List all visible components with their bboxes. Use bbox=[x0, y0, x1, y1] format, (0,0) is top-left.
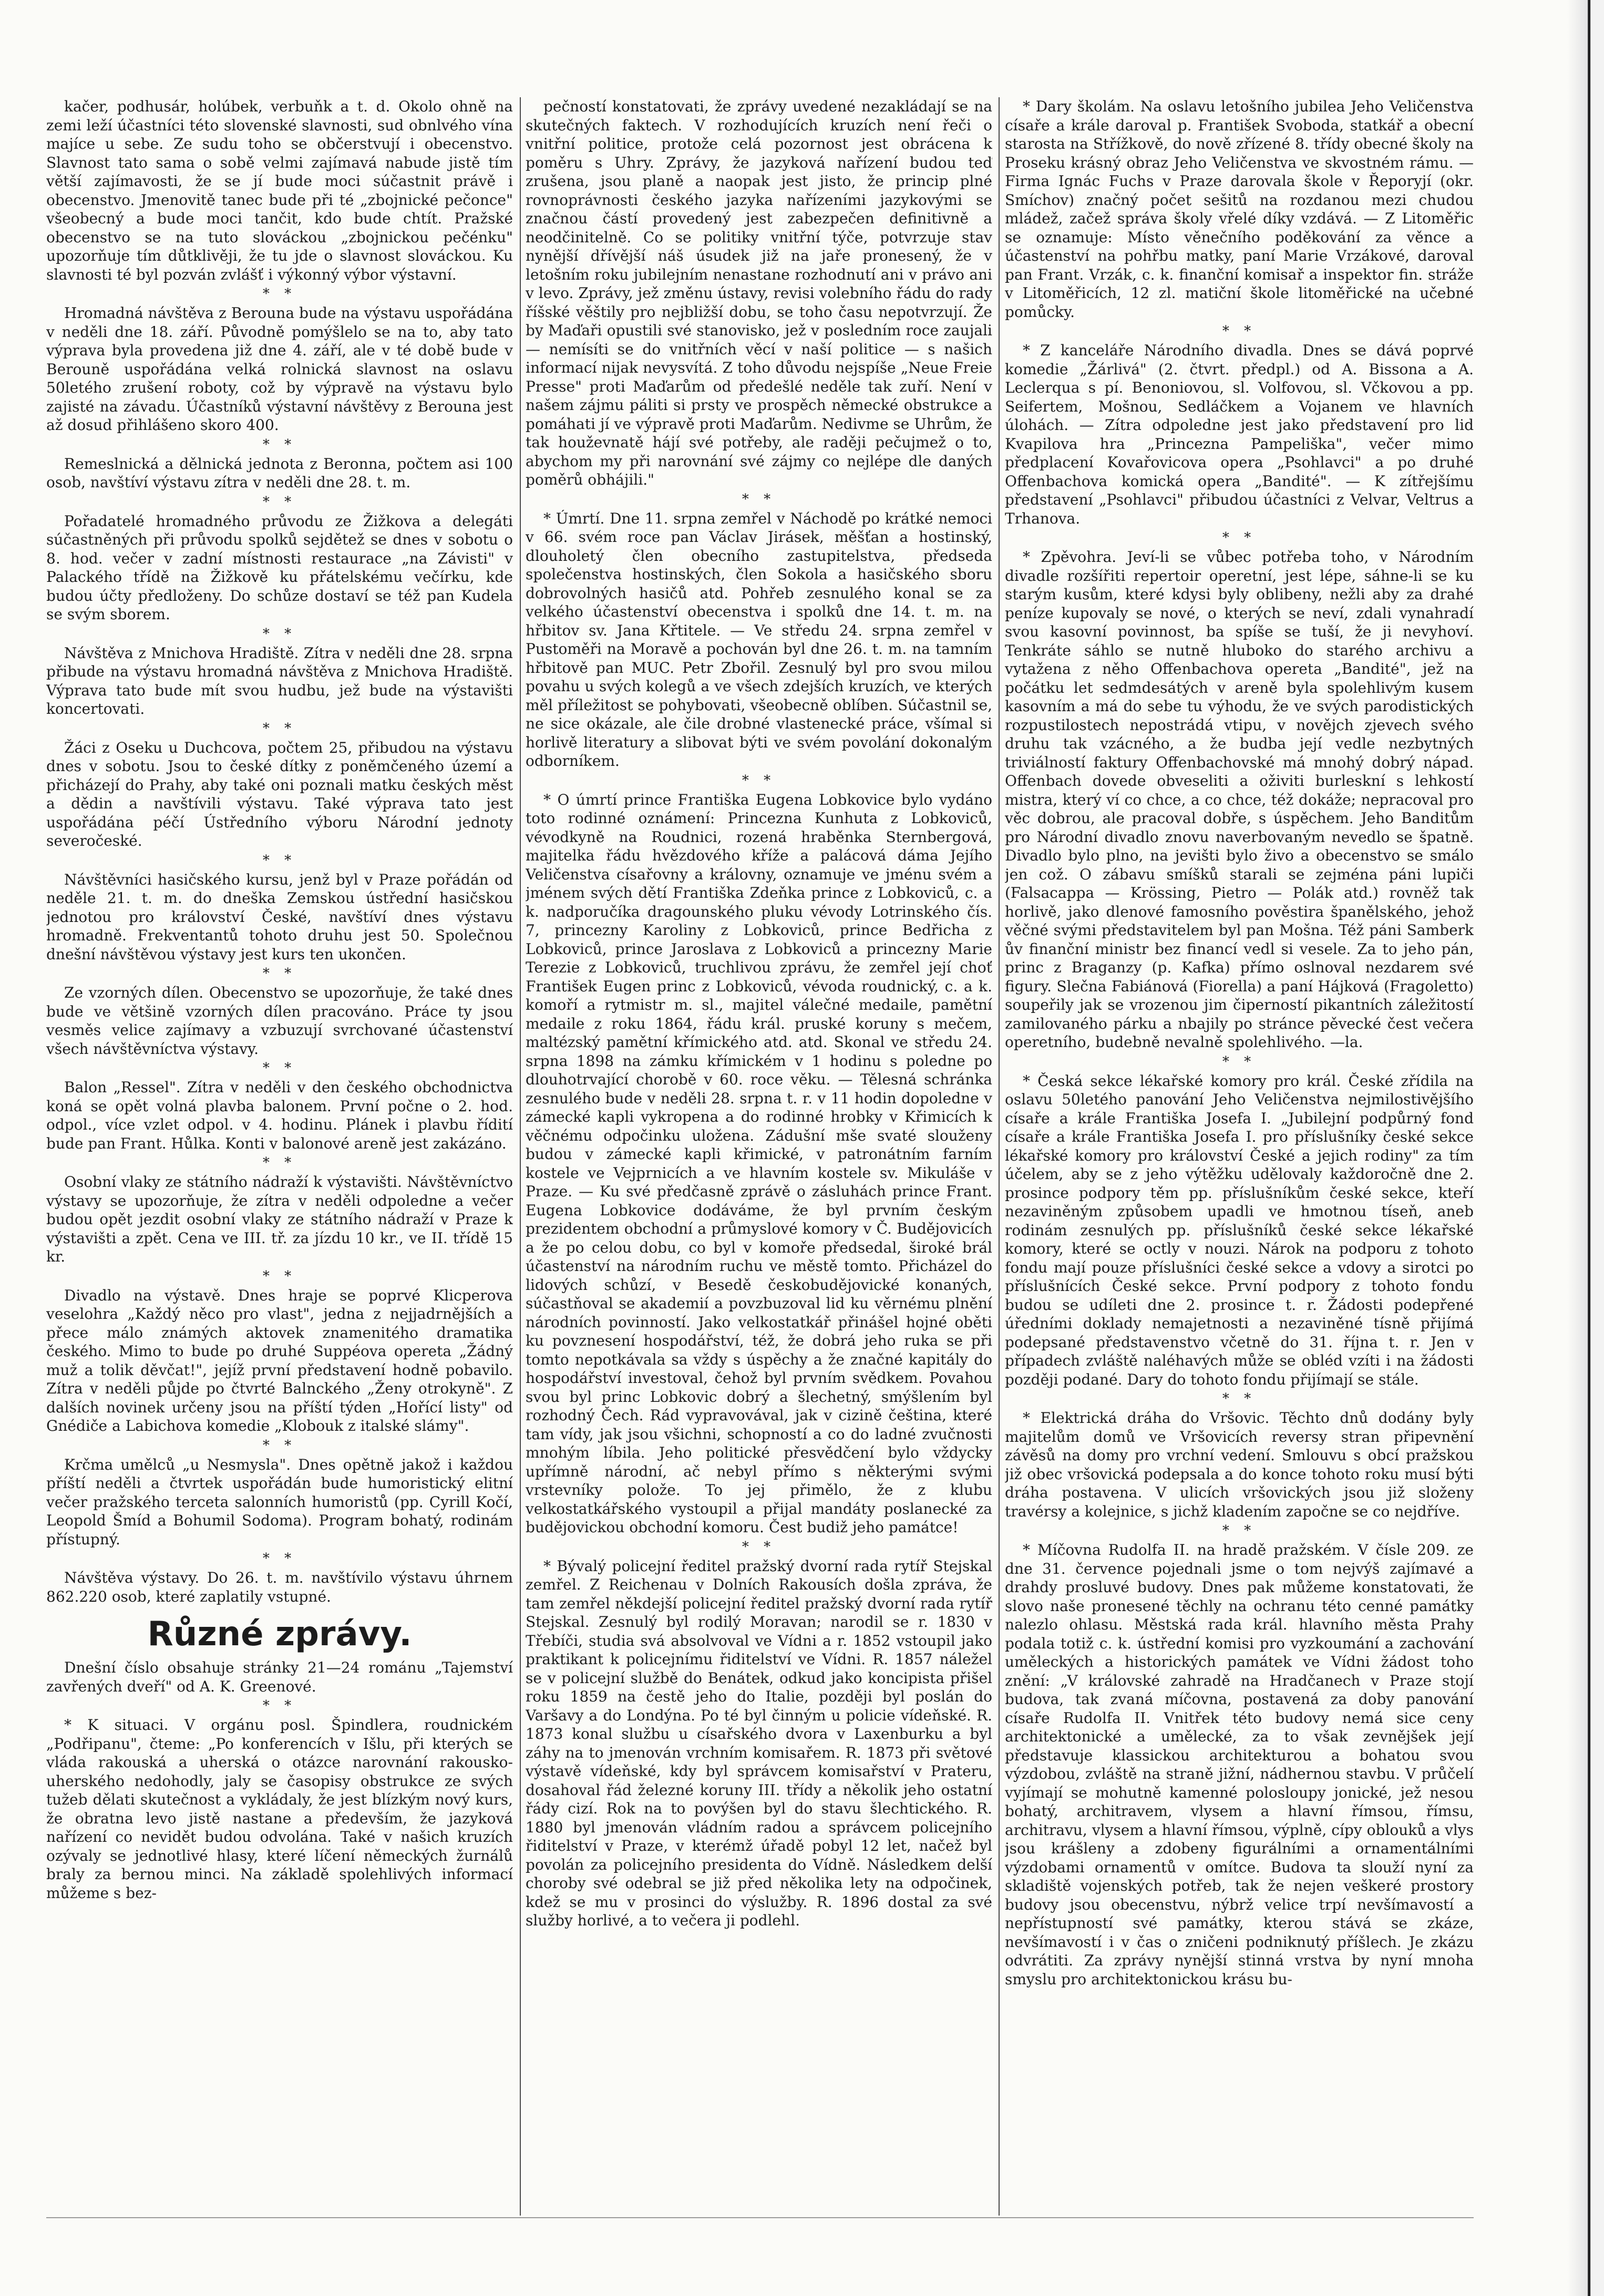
article-separator: * * bbox=[262, 1060, 297, 1076]
article-separator: * * bbox=[742, 1539, 776, 1555]
column-rule-right bbox=[999, 97, 1000, 2216]
article-separator: * * bbox=[262, 626, 297, 642]
article-paragraph: * O úmrtí prince Františka Eugena Lobkovice bylo vydáno toto rodinné oznámení: Princezna Kunhuta z Lobkoviců, vévodkyně na Roudnici, rozená hraběnka Sternbergová, majitelka řádu hvězdového kříže a palácová dáma Jejího Veličenstva císařovny a královny, oznamuje ve jménu svém a jménem svých dětí Františka Zdeňka prince z Lobkoviců, c. a k. nadporučíka dragounského pluku vévody Lotrinského čís. 7, princezny Karoliny z Lobkoviců, prince Bedřicha z Lobkoviců, prince Jaroslava z Lobkoviců a princezny Marie Terezie z Lobkoviců, truchlivou zprávu, že zemřel její choť František Eugen princ z Lobkoviců, vévoda roudnický, c. a k. komoří a rytmistr m. sl., majitel válečné medaile, pamětní medaile z roku 1864, řádu král. pruské koruny s mečem, maltézský pamětní křímického atd. atd. Skonal ve středu 24. srpna 1898 na zámku křímickém v 1 hodinu s poledne po dlouhotrvající chorobě v 60. roce věku. — Tělesná schránka zesnulého bude v neděli 28. srpna t. r. v 11 hodin dopoledne v zámecké kapli vykropena a do rodinné hrobky v Křimicích k věčnému odpočinku uložena. Zádušní mše svaté slouženy budou v zámecké kapli křimické, v patronátním farním kostele ve Vejprnicích a ve hlavním kostele sv. Mikuláše v Praze. — Ku své předčasně zprávě o zásluhách prince Frant. Eugena Lobkovice dodáváme, že byl prvním českým prezidentem obchodní a průmyslové komory v Č. Budějovicích a že po celou dobu, co byl v komoře předsedal, široké brál účastenství na národním ruchu ve městě tomto. Přicházel do lidových schůzí, v Besedě českobudějovické konaných, súčastňoval se akademií a povzbuzoval lid ku věrnému plnění národních povinností. Jako velkostatkář přinášel hojné oběti ku povznesení hospodářství, též, že dobrá jeho ruka se při tomto nepotkávala sa vždy s úspěchy a že značné kapitály do hospodářství investoval, čehož byl prvním svědkem. Povahou svou byl princ Lobkovic dobrý a šlechetný, smýšlením byl rozhodný Čech. Rád vypravovával, jak v cizině čeština, které tam vídy, jak jsou všichni, schopností a co do ladné zvučnosti mnohým líbila. Jeho politické přesvědčení bylo vždycky upřímně národní, ač nebyl přímo s některými svými vrstevníky polože. To jej přimělo, že z klubu velkostatkářského vystoupil a přijal mandáty poslanecké za budějovickou obchodní komoru. Čest budiž jeho památce! bbox=[526, 791, 992, 1536]
article-separator: * * bbox=[262, 1698, 297, 1714]
article-separator: * * bbox=[262, 1551, 297, 1566]
article-separator: * * bbox=[262, 852, 297, 868]
article-paragraph: * Zpěvohra. Jeví-li se vůbec potřeba toho, v Národním divadle rozšířiti repertoir operetní, jest lépe, sáhne-li se ku starým kusům, které kdysi byly oblibeny, nežli aby za drahé peníze kupovaly se nové, o kterých se neví, zdali vynahradí svou kasovní povinnost, ba spíše se tuší, že ji nevyhoví. Tenkráte sáhlo se nutně hluboko do starého archivu a vytažena z něho Offenbachova opereta „Bandité", jež na počátku let sedmdesátých v areně byla spolehlivým kusem kasovním a má do sebe tu výhodu, že ve svých parodistických rozpustilostech nepostrádá vtipu, v novějch zjevech svého druhu tak vzácného, a že budba její vedle nezbytných triviálností faktury Offenbachovské má mnohý dobrý nápad. Offenbach dovede obveseliti a oživiti burleskní s lehkostí mistra, který ví co chce, a co chce, též dokáže; nepracoval pro věc dobrou, ale pracoval dobře, s úspěchem. Jeho Banditům pro Národní divadlo znovu naverbovaným nevedlo se špatně. Divadlo bylo plno, na jevišti bylo živo a obecenstvo se smálo jen což. O zábavu smíšků starali se zejména páni lupiči (Falsacappa — Krössing, Pietro — Polák atd.) rovněž tak horlivě, jako dlenové famosního pověstira španělského, jehož věčné svými představitelem byl pan Mošna. Též páni Samberk ův finanční ministr bez financí vedl si vesele. Za to jeho pán, princ z Braganzy (p. Kafka) přímo oslnoval nezdarem své figury. Slečna Fabiánová (Fiorella) a paní Hájková (Fragoletto) soupeřily jak se vrozenou jim čiperností pikantních záležitostí zamilovaného párku a nbajily po stránce pěvecké čest večera operetního, budebně nevalně spolehlivého. —la. bbox=[1005, 548, 1474, 1051]
article-paragraph: Remeslnická a dělnická jednota z Beronna, počtem asi 100 osob, navštíví výstavu zítra v neděli dne 28. t. m. bbox=[46, 455, 513, 491]
article-paragraph: Návštěvníci hasičského kursu, jenž byl v Praze pořádán od neděle 21. t. m. do dneška Zemskou ústřední hasičskou jednotou pro království České, navštíví dnes výstavu hromadně. Frekventantů tohoto druhu jest 50. Společnou dnešní návštěvou výstavy jest kurs ten ukončen. bbox=[46, 870, 513, 963]
article-paragraph: pečností konstatovati, že zprávy uvedené nezakládají se na skutečných faktech. V rozhodujících kruzích není řeči o vnitřní politice, protože celá pozornost jest obrácena k poměru s Uhry. Zprávy, že jazyková nařízení budou teď zrušena, jsou planě a naopak jest jisto, že princip plné rovnoprávnosti českého jazyka nařízeními jazykovými se značnou částí provedený jest zabezpečen definitivně a neodčinitelně. Co se politiky vnitřní týče, potvrzuje stav nynější dřívější náš úsudek již na jaře pronesený, že v letošním roku jubilejním nenastane rozhodnutí ani v právo ani v levo. Zprávy, jež změnu ústavy, revisi volebního řádu do rady říšské věštily pro nejbližší dobu, se toho času nepotvrzují. Že by Maďaři opustili své stanovisko, jež v posledním roce zaujali — nemísíti se do vnitřních věcí v naší politice — s našich informací nijak nevysvítá. Z toho důvodu nejspíše „Neue Freie Presse" proti Maďarům od předešlé neděle tak zuří. Není v našem zájmu páliti si prsty ve prospěch německé obstrukce a pomáhati jí ve výpravě proti Maďarům. Nedivme se Uhrům, že tak houževnatě hájí své potřeby, ale raději pečujmež o to, abychom my při narovnání své zájmy co nejlépe dle daných poměrů obhájili." bbox=[526, 98, 992, 488]
article-separator: * * bbox=[262, 720, 297, 736]
article-paragraph: * Elektrická dráha do Vršovic. Těchto dnů dodány byly majitelům domů ve Vršovicích reversy stran připevnění závěsů na domy pro vrchní vedení. Smlouvu s obcí pražskou již obec vršovická podepsala a do konce tohoto roku musí býti dráha postavena. V ulicích vršovických jsou již složeny travérsy a kolejnice, s jichž kladením započne se co nejdříve. bbox=[1005, 1409, 1474, 1520]
column-right bbox=[1005, 97, 1474, 2218]
article-paragraph: * Česká sekce lékařské komory pro král. České zřídila na oslavu 50letého panování Jeho Veličenstva nejmilostivějšího císaře a krále Františka Josefa I. „Jubilejní podpůrný fond císaře a krále Františka Josefa I. pro příslušníky české sekce lékařské komory pro království České a jejich rodiny" za tím účelem, aby se z jeho výtěžku udělovaly každoročně dne 2. prosince podpory těm pp. příslušníkům české sekce, kteří nezaviněným způsobem upadli ve hmotnou tíseň, aneb rodinám zesnulých pp. příslušníků české sekce lékařské komory, které se octly v nouzi. Nárok na podporu z tohoto fondu mají pouze příslušníci české sekce a vdovy a sirotci po příslušnících České sekce. První podpory z tohoto fondu budou se udíleti dne 2. prosince t. r. Žádosti podepřené úředními doklady nemajetnosti a nezaviněné tísně přijímá podepsané představenstvo včetně do 31. října t. r. Jen v případech zvláště naléhavých může se obléd vzíti i na žádosti později podané. Dary do tohoto fondu přijímají se stále. bbox=[1005, 1072, 1474, 1388]
article-paragraph: Osobní vlaky ze státního nádraží k výstavišti. Návštěvníctvo výstavy se upozorňuje, že zítra v neděli odpoledne a večer budou opět jezdit osobní vlaky ze státního nádraží v Praze k výstavišti a zpět. Cena ve III. tř. za jízdu 10 kr., ve II. třídě 15 kr. bbox=[46, 1173, 513, 1265]
article-separator: * * bbox=[1222, 323, 1257, 339]
article-separator: * * bbox=[262, 1437, 297, 1453]
article-separator: * * bbox=[1222, 1523, 1257, 1539]
article-paragraph: Žáci z Oseku u Duchcova, počtem 25, přibudou na výstavu dnes v sobotu. Jsou to české dítky z poněmčeného území a přicházejí do Prahy, aby také oni poznali matku českých měst a dědin a navštívili výstavu. Také výprava tato jest uspořádána péčí Ústředního výboru Národní jednoty severočeské. bbox=[46, 739, 513, 849]
article-separator: * * bbox=[262, 286, 297, 302]
article-paragraph: * Dary školám. Na oslavu letošního jubilea Jeho Veličenstva císaře a krále daroval p. František Svoboda, statkář a obecní starosta na Střížkově, do nově zřízené 8. třídy obecné školy na Proseku krásný obraz Jeho Veličenstva ve skvostném rámu. — Firma Ignác Fuchs v Praze darovala škole v Řeporyjí (okr. Smíchov) značný počet sešitů na rozdanou mezi chudou mládež, začež správa školy vřelé díky vzdává. — Z Litoměřic se oznamuje: Místo věnečního poděkování za věnce a účastenství na pohřbu matky, paní Marie Vrzákové, daroval pan Frant. Vrzák, c. k. finanční komisař a inspektor fin. stráže v Litoměřicích, 12 zl. matiční škole litoměřické na učebné pomůcky. bbox=[1005, 98, 1474, 321]
article-paragraph: * K situaci. V orgánu posl. Špindlera, roudnickém „Podřipanu", čteme: „Po konferencích v Išlu, při kterých se vláda rakouská a uherská o otázce narovnání rakousko-uherského nedohodly, jaly se časopisy obstrukce ze svých tužeb dělati skutečnost a vykládaly, že jest blízkým nový kurs, že obratna levo jistě nastane a především, že jazyková nařízení co nevidět budou odvolána. Také v našich kruzích ozývaly se jednotlivé hlasy, které líčení německých žurnálů braly za bernou minci. Na základě spolehlivých informací můžeme s bez- bbox=[46, 1716, 513, 1902]
article-paragraph: * Úmrtí. Dne 11. srpna zemřel v Náchodě po krátké nemoci v 66. svém roce pan Václav Jirásek, měšťan a hostinský, dlouholetý člen obecního zastupitelstva, předseda společenstva hostinských, člen Sokola a hasičského sboru dobrovolných hasičů atd. Pohřeb zesnulého konal se za velkého účastenství obecenstva i spolků dne 14. t. m. na hřbitov sv. Jana Křtitele. — Ve středu 24. srpna zemřel v Pustoměři na Moravě a pochován byl dne 26. t. m. na tamním hřbitově pan MUC. Petr Zbořil. Zesnulý byl pro svou milou povahu u svých kolegů a ve všech zdejších kruzích, ve kterých měl příležitost se pohybovati, všeobecně oblíben. Súčastnil se, ne sice okázale, ale čile drobné vlastenecké práce, všímal si horlivě literatury a slibovat býti ve svém povolání dokonalým odborníkem. bbox=[526, 509, 992, 770]
article-separator: * * bbox=[262, 1268, 297, 1284]
article-paragraph: * Bývalý policejní ředitel pražský dvorní rada rytíř Stejskal zemřel. Z Reichenau v Dolních Rakousích došla zpráva, že tam zemřel někdejší policejní ředitel pražský dvorní rada rytíř Stejskal. Zesnulý byl rodilý Moravan; narodil se r. 1830 v Třebíči, studia svá absolvoval ve Vídni a r. 1852 vstoupil jako praktikant k policejnímu řiditelství ve Vídni. R. 1857 náležel se v policejní službě do Benátek, odkud jako koncipista přišel roku 1859 na čestě jeho do Italie, později byl poslán do Varšavy a do Londýna. Po té byl činným u policie vídeňské. R. 1873 konal službu u císařského dvora v Laxenburku a byl záhy na to jmenován vrchním komisařem. R. 1873 při světové výstavě vídeňské, kdy byl správcem komisařství v Prateru, dosahoval řád železné koruny III. třídy a několik jeho ostatní řády cizí. Rok na to povýšen byl do stavu šlechtického. R. 1880 byl jmenován vládním radou a správcem policejního řiditelství v Praze, v kterémž úřadě pobyl 12 let, načež byl povolán za policejního presidenta do Vídně. Následkem delší choroby své odebral se již před několika lety na odpočinek, kdež se mu v prosinci do výslužby. R. 1896 dostal za své služby horlivé, a to večera ji podlehl. bbox=[526, 1557, 992, 1929]
article-separator: * * bbox=[1222, 1053, 1257, 1070]
article-paragraph: Ze vzorných dílen. Obecenstvo se upozorňuje, že také dnes bude ve většině vzorných dílen pracováno. Práce ty jsou vesměs velice zajímavy a vzbuzují svrchované účastenství všech návštěvníctva výstavy. bbox=[46, 984, 513, 1058]
article-separator: * * bbox=[262, 1155, 297, 1171]
article-separator: * * bbox=[262, 494, 297, 510]
article-separator: * * bbox=[1222, 530, 1257, 546]
article-paragraph: Návštěva výstavy. Do 26. t. m. navštívilo výstavu úhrnem 862.220 osob, které zaplatily vstupné. bbox=[46, 1569, 513, 1605]
article-paragraph: Divadlo na výstavě. Dnes hraje se poprvé Klicperova veselohra „Každý něco pro vlast", jedna z nejjadrnějších a přece málo známých aktovek znamenitého dramatika českého. Mimo to bude po druhé Suppéova opereta „Žádný muž a tolik děvčat!", jejíž první představení hodně pobavilo. Zítra v neděli půjde po čtvrté Balnckého „Ženy otrokyně". Z dalších novinek určeny jsou na příští týden „Hořící listy" od Gnédiče a Labichova komedie „Klobouk z italské slámy". bbox=[46, 1286, 513, 1434]
section-title: Různé zprávy. bbox=[147, 1615, 412, 1654]
article-separator: * * bbox=[1222, 1391, 1257, 1407]
article-separator: * * bbox=[262, 436, 297, 453]
article-paragraph: Návštěva z Mnichova Hradiště. Zítra v neděli dne 28. srpna přibude na výstavu hromadná návštěva z Mnichova Hradiště. Výprava tato bude mít svou hudbu, jež bude na výstavišti koncertovati. bbox=[46, 644, 513, 718]
article-separator: * * bbox=[262, 966, 297, 981]
bottom-rule bbox=[46, 2217, 1474, 2218]
column-rule-left bbox=[520, 97, 521, 2216]
article-paragraph: * Míčovna Rudolfa II. na hradě pražském. V čísle 209. ze dne 31. července pojednali jsme o tom nejvýš zajímavé a drahdy prosluvé budovy. Dnes pak můžeme konstatovati, že slovo naše pronesené těchly na ochranu této cenné památky nalezlo ohlasu. Městská rada král. hlavního města Prahy podala totiž c. k. ústřední komisi pro vyzkoumání a zachování uměleckých a historických památek ve Vídni žádost toho znění: „V královské zahradě na Hradčanech v Praze stojí budova, tak zvaná míčovna, postavená za doby panování císaře Rudolfa II. Vnitřek této budovy nemá sice ceny architektonické a umělecké, za to však zevnějšek její představuje klassickou architekturou a bohatou svou výzdobou, zvláště na straně jižní, nádhernou stavbu. V průčelí vyjímají se mohutně kamenné polosloupy jonické, jež nesou bohatý, architravem, vlysem a hlavní římsou, římsu, architravu, vlysem a hlavní římsou, výplně, cípy oblouků a vlys jsou krášleny a zdobeny figurálními a ornamentálními výzdobami ornamentů v omítce. Budova ta slouží nyní za skladiště vojenských potřeb, tak že nejen veškeré prostory budovy jsou obecenstvu, nýbrž velice trpí nevšímavostí a nepřístupností své památky, kterou stává se zkáze, nevšímavostí i v čas o zničeni podniknutý příšlech. Je zkázu odvrátiti. Za zprávy nynější stinná vrstva by nyní mnoha smyslu pro architektonickou krásu bu- bbox=[1005, 1541, 1474, 1988]
article-paragraph: Hromadná návštěva z Berouna bude na výstavu uspořádána v neděli dne 18. září. Původně pomýšlelo se na to, aby tato výprava byla provedena již dne 4. září, ale v té době bude v Berouně uspořádána velká rolnická slavnost na oslavu 50letého zrušení roboty, což by výpravě na výstavu bylo zajisté na závadu. Účastníků výstavní návštěvy z Berouna jest až dosud přihlášeno skoro 400. bbox=[46, 304, 513, 434]
scan-edge bbox=[1567, 0, 1604, 2296]
article-paragraph: Balon „Ressel". Zítra v neděli v den českého obchodnictva koná se opět volná plavba balonem. První počne o 2. hod. odpol., více vzlet odpol. v 4. hodinu. Plánek i plavbu řídití bude pan Frant. Hůlka. Konti v balonové areně jest zakázáno. bbox=[46, 1079, 513, 1152]
article-separator: * * bbox=[742, 772, 776, 788]
article-paragraph: * Z kanceláře Národního divadla. Dnes se dává poprvé komedie „Žárlivá" (2. čtvrt. předpl.) od A. Bissona a A. Leclerqua s pí. Benoniovou, sl. Volfovou, sl. Včkovou a pp. Seifertem, Mošnou, Sedláčkem a Vojanem ve hlavních úlohách. — Zítra odpoledne jest jako představení pro lid Kvapilova hra „Princezna Pampeliška", večer mimo předplacení Kovařovicova opera „Psohlavci" a po druhé Offenbachova komická opera „Bandité". — K zítřejšímu představení „Psohlavci" přibudou účastníci z Velvar, Veltrus a Trhanova. bbox=[1005, 342, 1474, 527]
article-paragraph: Pořadatelé hromadného průvodu ze Žižkova a delegáti súčastněných při průvodu spolků sejdětež se dnes v sobotu o 8. hod. večer v zadní místnosti restaurace „na Závisti" v Palackého třídě na Žižkově ku přátelskému večírku, kde budou účty předloženy. Do schůze dostaví se též pan Kudela se svým sborem. bbox=[46, 512, 513, 623]
article-paragraph: Krčma umělců „u Nesmysla". Dnes opětně jakož i každou příští neděli a čtvrtek uspořádán bude humoristický elitní večer pražského terceta salonních humoristů (pp. Cyrill Kočí, Leopold Šmíd a Bohumil Sodoma). Program bohatý, rodinám přístupný. bbox=[46, 1456, 513, 1548]
article-paragraph: kačer, podhusár, holúbek, verbuňk a t. d. Okolo ohně na zemi leží účastníci této slovenské slavnosti, sud obnlvého vína majíce u sebe. Ze sudu toho se občerstvují i obecenstvo. Slavnost tato sama o sobě velmi zajímavá nabude jistě tím větší zajímavosti, že se jí bude moci súčastnit právě i obecenstvo. Jmenovitě tanec bude při té „zbojnické pečonce" všeobecný a bude moci tančit, kdo bude chtít. Pražské obecenstvo se na tuto slováckou „zbojnickou pečénku" upozorňuje tím důtklivěji, že tu jde o slavnost slováckou. Ku slavnosti té byl pozván zvlášť i výkonný výbor výstavní. bbox=[46, 98, 513, 283]
column-left bbox=[46, 97, 513, 2218]
column-middle bbox=[526, 97, 992, 2218]
article-paragraph: Dnešní číslo obsahuje stránky 21—24 románu „Tajemství zavřených dveří" od A. K. Greenové. bbox=[46, 1659, 513, 1695]
article-separator: * * bbox=[742, 491, 776, 507]
